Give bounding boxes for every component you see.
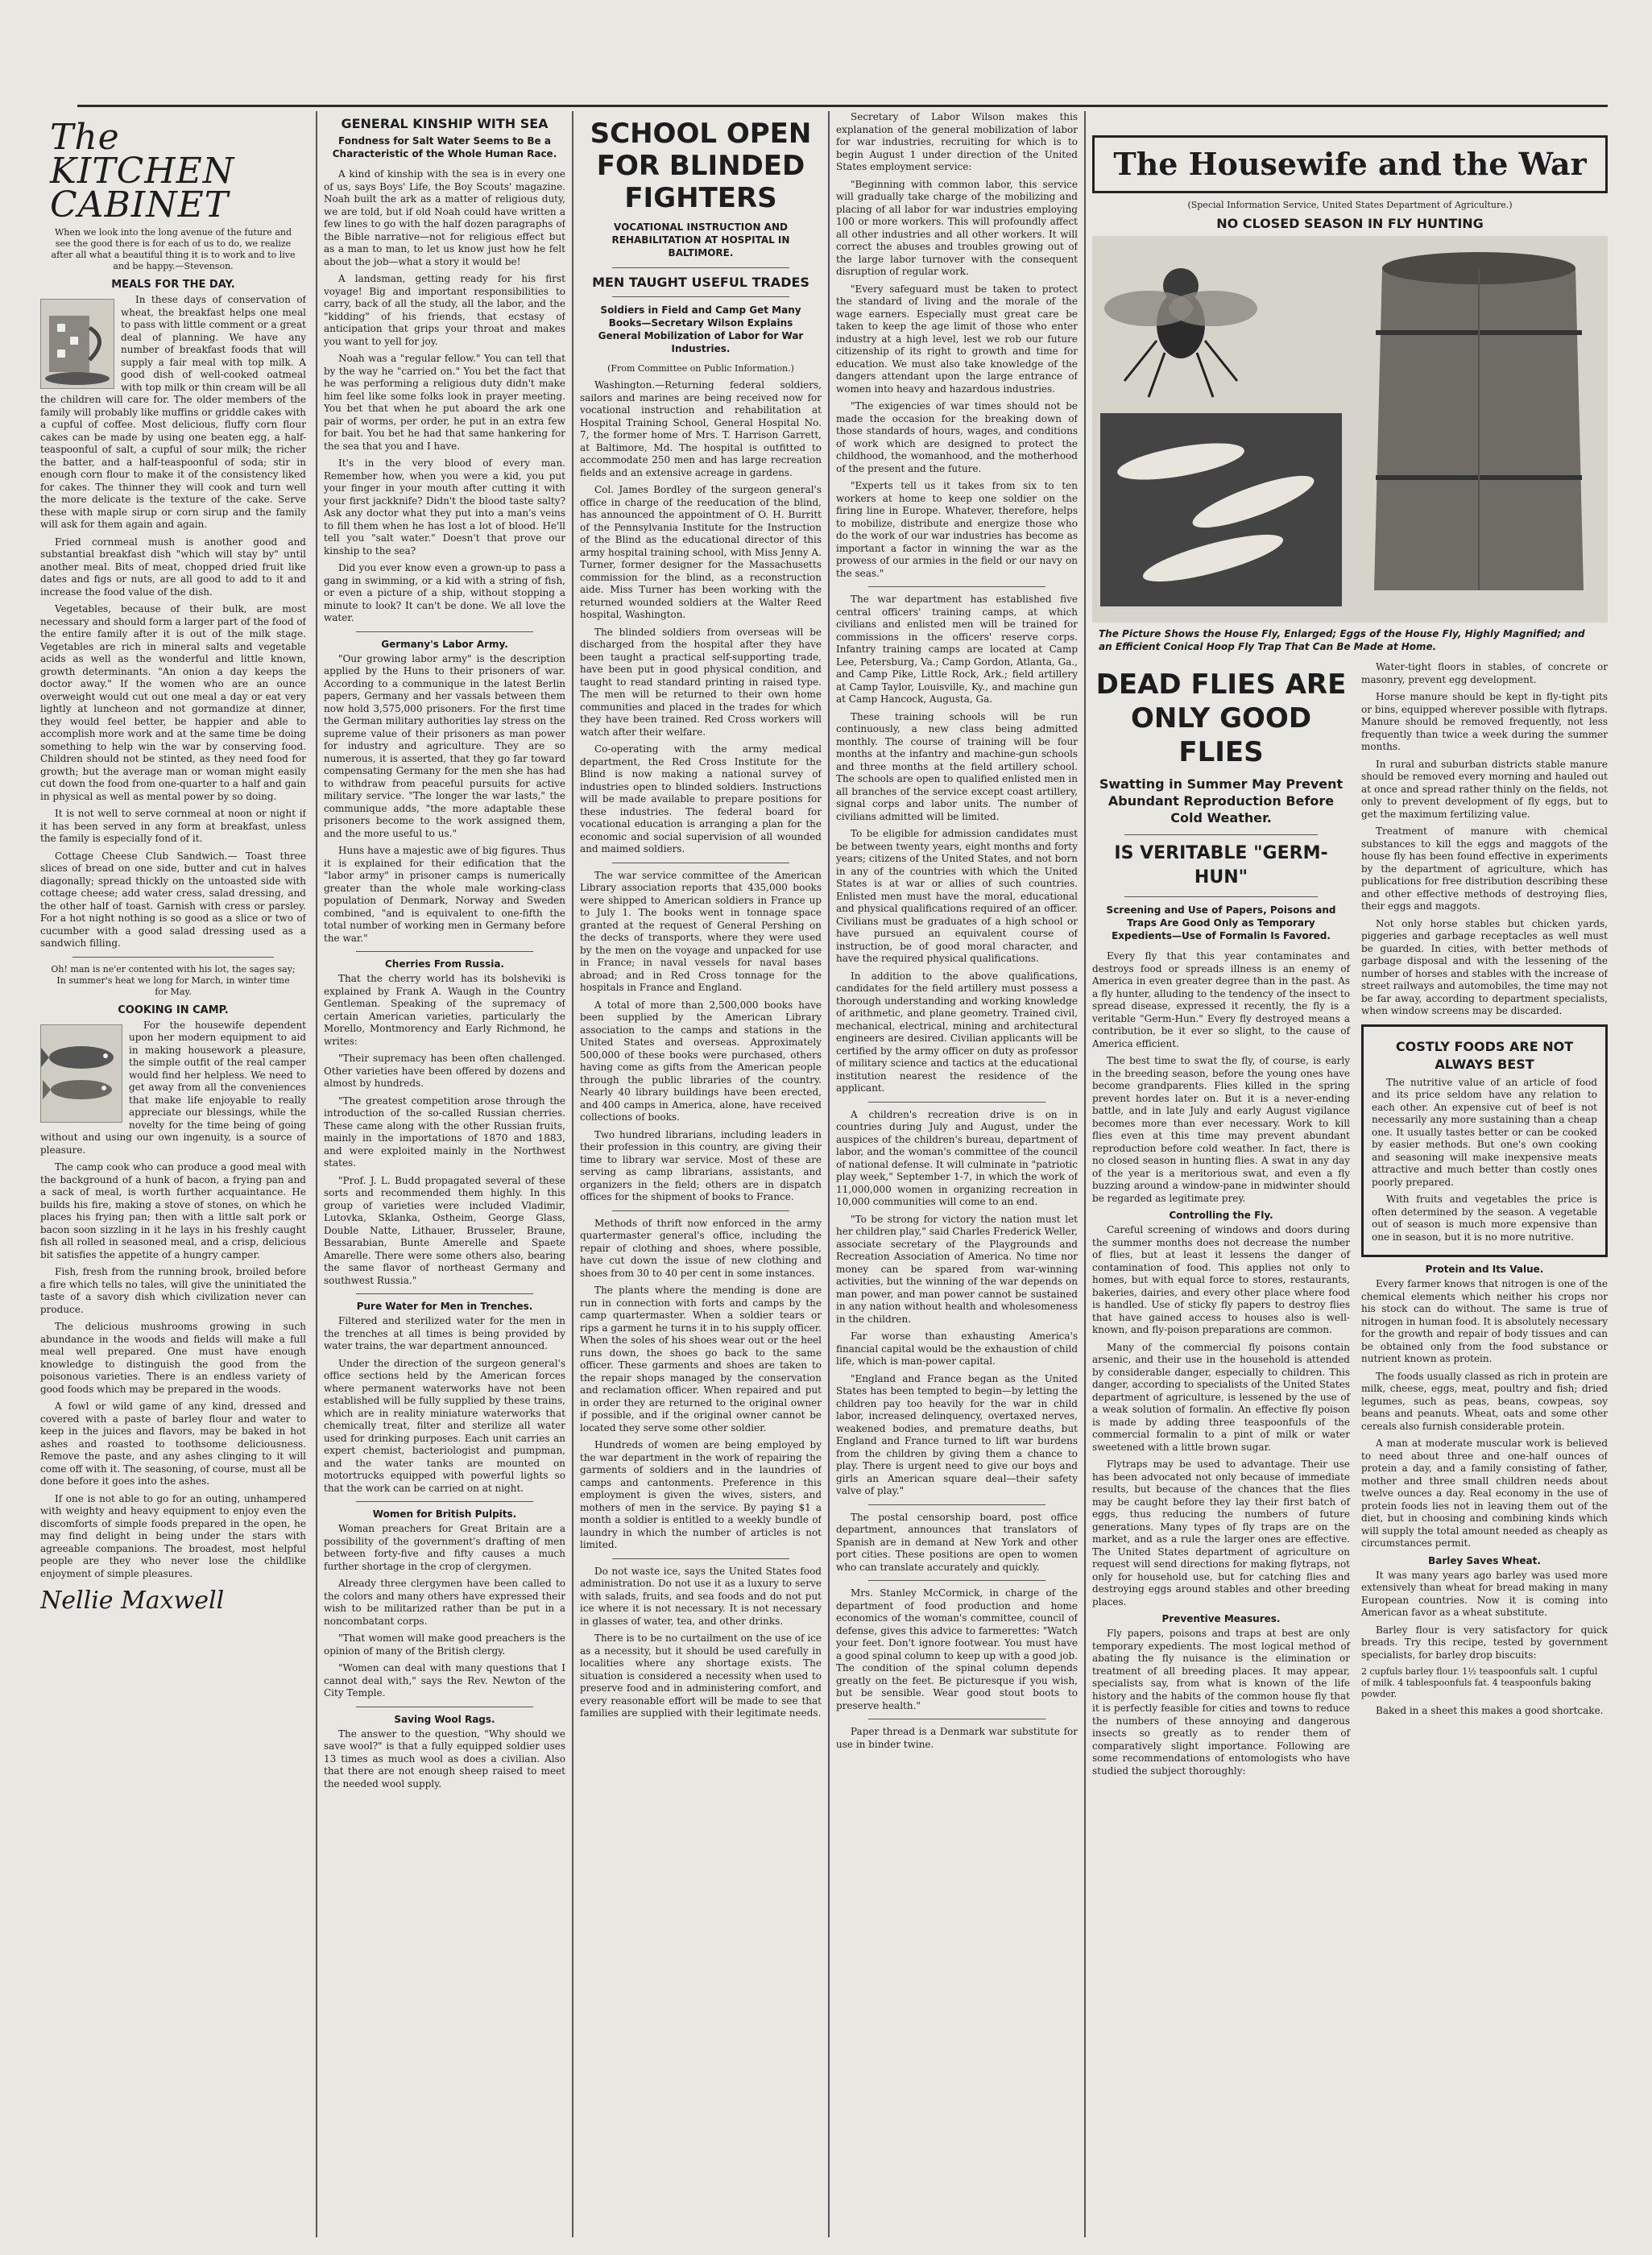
censorship-paragraph: The postal censorship board, post office department, announces that translators of Spanish are in demand at New York and other port cities. These positions are open to women who can translate accurately and quickly. <box>836 1511 1078 1573</box>
fly-caption: The Picture Shows the House Fly, Enlarged; Eggs of the House Fly, Highly Magnified; and an Efficient Conical Hoop Fly Trap That Can Be Made at Home. <box>1099 628 1585 652</box>
kinship-paragraph-1: A kind of kinship with the sea is in every one of us, says Boys' Life, the Boy Scouts' magazine. Noah built the ark as a matter of religious duty, we are told, but if old Noah could have written a few lines to go with the half dozen paragraphs of the Bible narrative—not for religious effect but as a man to man, to let us know just how he felt about the job—what a story it would be! <box>324 168 565 267</box>
cherries-paragraph-2: "Their supremacy has been often challenged. Other varieties have been offered by dozens and almost by hundreds. <box>324 1053 565 1089</box>
preventive-heading: Preventive Measures. <box>1161 1613 1281 1624</box>
labor-army-paragraph-2: Huns have a majestic awe of big figures. Thus it is explained for their edification that the "labor army" in prisoner camps is numerically greater than the whole male working-class population of Denmark, Norway and Sweden combined, "and is equivalent to one-fifth the total number of working men in Germany before the war." <box>324 845 565 944</box>
fish-illustration <box>40 1024 122 1123</box>
camps-paragraph-3: To be eligible for admission candidates must be between twenty years, eight months and forty years; citizens of the United States, and not born in any of the countries with which the United States is at war or allies of such countries. Enlisted men must have the moral, educational and physical qualifications required of an officer. Civilians must be graduates of a high school or have pursued an equivalent course of instruction, be of good moral character, and have the required physical qualifications. <box>836 828 1078 964</box>
farmerettes-paragraph: Mrs. Stanley McCormick, in charge of the department of food production and home economics of the woman's committee, council of defense, gives this advice to farmerettes: "Watch your feet. Don't ignore footwear. You must have a good spinal column to keep up with a good job. The condition of the spinal column depends greatly on the feet. Be picturesque if you wish, but be sensible. Wear good stout boots to preserve health." <box>836 1587 1078 1711</box>
closed-season-heading: NO CLOSED SEASON IN FLY HUNTING <box>1216 216 1484 231</box>
fly-paragraph-3: Careful screening of windows and doors during the summer months does not decrease the number of flies, but at least it lessens the danger of contamination of food. This applies not only to homes, but with equal force to stores, restaurants, bakeries, dairies, and every other place where food is handled. Use of sticky fly papers to destroy flies that have gained access to houses also is well-known, and fly-poison preparations are common. <box>1092 1224 1350 1335</box>
protein-paragraph-1: Every farmer knows that nitrogen is one of the chemical elements which neither his crops nor his stock can do without. The same is true of nitrogen in human food. It is absolutely necessary for the growth and repair of body tissues and can be obtained only from the food substance or nutrient known as protein. <box>1361 1278 1608 1364</box>
stevenson-epigraph: When we look into the long avenue of the future and see the good there is for each of us to do, we realize after all what a beautiful thing it is to work and to live and be happy.—Stevenson. <box>51 227 296 271</box>
separator <box>868 1102 1045 1103</box>
separator <box>356 951 533 952</box>
fly-paragraph-11: Not only horse stables but chicken yards, piggeries and garbage receptacles as well must be guarded. In cities, with better methods of garbage disposal and with the lessening of the number of horses and stables with the increase of street railways and automobiles, the time may not be far away, according to department specialists, when window screens may be discarded. <box>1361 917 1608 1016</box>
separator <box>612 267 789 268</box>
wool-rags-heading: Saving Wool Rags. <box>394 1713 495 1725</box>
fly-illustration <box>1092 236 1608 623</box>
labor-paragraph-5: "Experts tell us it takes from six to ten workers at home to keep one soldier on the firing line in Europe. Whatever, therefore, helps to mobilize, distribute and energize those who do the work of our war industries has become as important a factor in winning the war as the prowess of our armies in the field or our navy on the seas." <box>836 480 1078 579</box>
blinded-paragraph-1: Washington.—Returning federal soldiers, sailors and marines are being received now for vocational instruction and rehabilitation at Hospital Training School, General Hospital No. 7, the former home of Mrs. T. Harrison Garrett, at Baltimore, Md. The hospital is outfitted to accommodate 250 men and has large recreation fields and an extensive acreage in gardens. <box>580 379 822 478</box>
pulpits-paragraph-3: "That women will make good preachers is the opinion of many of the British clergy. <box>324 1632 565 1657</box>
recreation-paragraph-3: Far worse than exhausting America's financial capital would be the exhaustion of child life, which is man-power capital. <box>836 1330 1078 1367</box>
costly-foods-paragraph-2: With fruits and vegetables the price is often determined by the season. A vegetable out of season is much more expensive than one in season, but it is no more nutritive. <box>1372 1194 1597 1243</box>
fly-paragraph-2: The best time to swat the fly, of course, is early in the breeding season, before the young ones have become grandparents. Flies killed in the spring prevent hordes later on. But it is a never-ending battle, and in late July and early August vigilance becomes more than ever necessary. Work to kill flies even at this time may prevent abundant reproduction before cold weather. In fact, there is no closed season in hunting flies. A swat in any day of the year is a meritorious swat, and even a fly buzzing around a window-pane in midwinter should be regarded as legitimate prey. <box>1092 1055 1350 1204</box>
column-kinship-sea <box>324 111 565 2237</box>
ice-paragraph-2: There is to be no curtailment on the use of ice as a necessity, but it should be used carefully in localities where any shortage exists. The situation is considered a necessity when used to preserve food and in administering comfort, and every reasonable effort will be made to see that families are supplied with their legitimate needs. <box>580 1632 822 1719</box>
pure-water-heading: Pure Water for Men in Trenches. <box>356 1301 533 1312</box>
kinship-paragraph-4: It's in the very blood of every man. Remember how, when you were a kid, you put your finger in your mouth after cutting it with your first jackknife? Didn't the blood taste salty? Ask any doctor what they put into a man's veins to fill them when he has lost a lot of blood. He'll tell you "salt water." Doesn't that prove our kinship to the sea? <box>324 457 565 557</box>
kinship-subhead: Fondness for Salt Water Seems to Be a Characteristic of the Whole Human Race. <box>332 135 557 159</box>
column-rule <box>316 111 317 2237</box>
housewife-subcolumns <box>1092 661 1608 1782</box>
blinded-fighters-headline: SCHOOL OPEN FOR BLINDED FIGHTERS <box>590 118 812 214</box>
housewife-left-subcolumn <box>1092 661 1350 1782</box>
meals-paragraph-2: Fried cornmeal mush is another good and substantial breakfast dish "which will stay by" until another meal. Bits of meat, chopped dried fruit like dates and figs or nuts, are all good to add to it and increase the food value of the dish. <box>40 536 306 598</box>
pulpits-paragraph-2: Already three clergymen have been called to the colors and many others have expressed their wish to be militarized rather than be put in a noncombatant corps. <box>324 1578 565 1627</box>
labor-paragraph-3: "Every safeguard must be taken to protect the standard of living and the morale of the wage earners. Especially must great care be taken to keep the age limit of those who enter industry at a high level, lest we rob our future citizenship of its right to growth and time for education. We must also take knowledge of the dangers attendant upon the large entrance of women into heavy and hazardous industries. <box>836 283 1078 395</box>
separator <box>612 1558 789 1559</box>
separator <box>868 1580 1045 1581</box>
labor-army-heading: Germany's Labor Army. <box>381 638 508 650</box>
pure-water-paragraph-2: Under the direction of the surgeon general's office sections held by the American forces where permanent waterworks have not been established will be fully supplied by these trains, which are in reality miniature waterworks that chemically treat, filter and sterilize all water used for drinking purposes. Each unit carries an expert chemist, bacteriologist and pumpman, and the water tanks are mounted on motortrucks equipped with powerful lights so that the work can be carried on at night. <box>324 1357 565 1494</box>
separator <box>1124 896 1318 897</box>
kinship-paragraph-2: A landsman, getting ready for his first voyage! Big and important responsibilities to carry, back of all the study, all the labor, and the "kidding" of his friends, that ecstasy of anticipation that grips your throat and makes you want to yell for joy. <box>324 273 565 347</box>
recreation-paragraph-1: A children's recreation drive is on in countries during July and August, under the auspices of the children's bureau, department of labor, and the woman's committee of the council of national defense. It will culminate in "patriotic play week," September 1-7, in which the work of 11,000,000 women in organizing recreation in 10,000 communities will come to an end. <box>836 1108 1078 1207</box>
pulpits-paragraph-4: "Women can deal with many questions that I cannot deal with," says the Rev. Newton of the City Temple. <box>324 1662 565 1698</box>
barley-paragraph-2: Barley flour is very satisfactory for quick breads. Try this recipe, tested by government specialists, for barley drop biscuits: <box>1361 1624 1608 1661</box>
library-paragraph-2: A total of more than 2,500,000 books have been supplied by the American Library association to the camps and stations in the United States and overseas. Approximately 500,000 of these books were purchased, others having come as gifts from the American people through the public libraries of the country. Nearly 40 library buildings have been erected, and 400 camps in America, alone, have received collections of books. <box>580 999 822 1123</box>
separator <box>72 957 274 958</box>
fly-paragraph-6: Fly papers, poisons and traps at best are only temporary expedients. The most logical method of abating the fly nuisance is the elimination or treatment of all breeding places. It may appear, specialists say, from what is known of the life history and the habits of the common house fly that it is perfectly feasible for cities and towns to reduce the numbers of these annoying and dangerous insects so greatly as to render them of comparatively slight importance. Following are some recommendations of entomologists who have studied the subject thoroughly: <box>1092 1628 1350 1777</box>
kinship-heading: GENERAL KINSHIP WITH SEA <box>341 116 549 131</box>
meals-paragraph-1: In these days of conservation of wheat, the breakfast helps one meal to pass with little comment or a great deal of planning. We have any number of breakfast foods that will supply a fair meal with top milk. A good dish of well-cooked oatmeal with top milk or thin cream will be all the children will care for. The older members of the family will probably like muffins or griddle cakes with a cupful of coffee. Most delicious, fluffy corn flour cakes can be made by using one beaten egg, a half-teaspoonful of salt, a cupful of sour milk; the richer the batter, and a half-teaspoonful of soda; stir in enough corn flour to make it of the consistency liked for cakes. The thinner they will cook and turn well the more delicate is the texture of the cake. Serve these with maple sirup or corn sirup and the family will ask for them again and again. <box>40 294 306 530</box>
housewife-right-subcolumn <box>1361 661 1608 1782</box>
blinded-paragraph-4: Co-operating with the army medical department, the Red Cross Institute for the Blind is now making a national survey of industries open to blinded soldiers. Instructions will be made available to prepare positions for these industries. The federal board for vocational education is arranging a plan for the economic and social supervision of all wounded and maimed soldiers. <box>580 743 822 854</box>
labor-paragraph-4: "The exigencies of war times should not be made the occasion for the breaking down of those standards of hours, wages, and conditions of work which are designed to protect the childhood, the womanhood, and the motherhood of the present and the future. <box>836 400 1078 474</box>
column-rule <box>828 111 830 2237</box>
separator <box>1124 834 1318 835</box>
separator <box>868 1504 1045 1505</box>
separator <box>356 631 533 632</box>
verse: Oh! man is ne'er contented with his lot, the sages say; In summer's heat we long for March, in winter time for May. <box>51 963 296 997</box>
separator <box>356 1293 533 1294</box>
camp-paragraph-1: For the housewife dependent upon her modern equipment to aid in making housework a pleasure, the simple outfit of the real camper would find her helpless. We need to get away from all the conveniences that make life enjoyable to really appreciate our blessings, while the novelty for the time being of going without and using our own ingenuity, is a source of pleasure. <box>40 1019 306 1156</box>
column-housewife-war <box>1092 111 1608 2237</box>
barley-recipe: 2 cupfuls barley flour. 1½ teaspoonfuls salt. 1 cupful of milk. 4 tablespoonfuls fat. 4 teaspoonfuls baking powder. <box>1361 1666 1598 1699</box>
blinded-subhead-1: VOCATIONAL INSTRUCTION AND REHABILITATION AT HOSPITAL IN BALTIMORE. <box>611 221 790 259</box>
sandwich-paragraph: Cottage Cheese Club Sandwich.— Toast three slices of bread on one side, butter and cut in halves diagonally; spread thickly on the untoasted side with cottage cheese; add water cress, salad dressing, and the other half of toast. Garnish with cress or parsley. For a hot night nothing is so good as a slice or two of cucumber with a good salad dressing used as a sandwich filling. <box>40 850 306 949</box>
top-rule <box>77 105 1608 107</box>
column-rule <box>572 111 573 2237</box>
cherries-heading: Cherries From Russia. <box>384 958 504 970</box>
separator <box>868 586 1045 587</box>
labor-army-paragraph-1: "Our growing labor army" is the description applied by the Huns to their prisoners of war. According to a communique in the latest Berlin papers, Germany and her vassals between them now hold 3,575,000 prisoners. For the first time the German military authorities lay stress on the supreme value of their prisoners as man power for industry and agriculture. They are so numerous, it is asserted, that they go far toward compensating Germany for the men she has had to withdraw from peaceful pursuits for active military service. "The longer the war lasts," the communique adds, "the more adaptable these prisoners become to the work assigned them, and the more useful to us." <box>324 652 565 839</box>
camps-paragraph-2: These training schools will be run continuously, a new class being admitted monthly. The course of training will be four months at the infantry and machine-gun schools and three months at the field artillery school. The schools are open to qualified enlisted men in all branches of the service except coast artillery, signal corps and labor units. The number of civilians admitted will be limited. <box>836 710 1078 822</box>
signature: Nellie Maxwell <box>40 1587 225 1615</box>
cherries-paragraph-1: That the cherry world has its bolsheviki is explained by Frank A. Waugh in the Country Gentleman. Speaking of the supremacy of certain American varieties, particularly the Morello, Montmorency and Early Richmond, he writes: <box>324 973 565 1047</box>
camp-paragraph-5: A fowl or wild game of any kind, dressed and covered with a paste of barley flour and water to keep in the juices and flavors, may be baked in hot ashes and roasted to toothsome deliciousness. Remove the paste, and any ashes clinging to it will come off with it. The seasoning, of course, must all be done before it goes into the ashes. <box>40 1401 306 1487</box>
cooking-camp-heading: COOKING IN CAMP. <box>118 1003 229 1016</box>
barley-paragraph-3: Baked in a sheet this makes a good shortcake. <box>1376 1705 1604 1716</box>
camps-paragraph-4: In addition to the above qualifications, candidates for the field artillery must possess a thorough understanding and working knowledge of arithmetic, and plane geometry. Trained civil, mechanical, electrical, mining and architectural engineers are desired. Civilian applicants will be certified by the army officer on duty as professor of military science and tactics at the educational institution nearest the residence of the applicant. <box>836 970 1078 1094</box>
blinded-subhead-2: MEN TAUGHT USEFUL TRADES <box>592 275 809 290</box>
ice-paragraph-1: Do not waste ice, says the United States food administration. Do not use it as a luxury to serve with salads, fruits, and sea foods and do not put ice where it is not necessary. It is not necessary in glasses of water, tea, and other drinks. <box>580 1565 822 1627</box>
cherries-paragraph-4: "Prof. J. L. Budd propagated several of these sorts and recommended them highly. In this group of varieties were included Vladimir, Lutovka, Sklanka, Ostheim, George Glass, Double Natte, Lithauer, Brusseler, Braune, Bessarabian, Bunte Amerelle and Spaete Amarelle. There were some others also, bearing the same flavor of northeast Germany and southwest Russia." <box>324 1174 565 1286</box>
pure-water-paragraph-1: Filtered and sterilized water for the men in the trenches at all times is being provided by water trains, the war department announced. <box>324 1315 565 1351</box>
camp-paragraph-4: The delicious mushrooms growing in such abundance in the woods and fields will make a full meal well prepared. One must have enough knowledge to distinguish the good from the poisonous varieties. There is an endless variety of good foods which may be prepared in the woods. <box>40 1321 306 1395</box>
kitchen-cabinet-title: The KITCHEN CABINET <box>50 117 235 226</box>
labor-paragraph-2: "Beginning with common labor, this service will gradually take charge of the mobilizing and placing of all labor for war industries employing 100 or more workers. This will profoundly affect all other industries and all other workers. It will correct the abuses and troubles growing out of the large labor turnover with the consequent disruption of regular work. <box>836 178 1078 277</box>
library-paragraph-1: The war service committee of the American Library association reports that 435,000 books were shipped to American soldiers in France up to July 1. The books went in tonnage space granted at the request of General Pershing on the decks of transports, where they were used by the men on the voyage and unpacked for use in France; in naval vessels for naval bases abroad; and in Red Cross tonnage for the hospitals in France and England. <box>580 869 822 993</box>
camp-paragraph-6: If one is not able to go for an outing, unhampered with weighty and heavy equipment to enjoy even the discomforts of simple foods prepared in the open, he may find delight in being under the stars with agreeable companions. The broadest, most helpful people are they who never lose the childlike enjoyment of simple pleasures. <box>40 1492 306 1579</box>
protein-paragraph-3: A man at moderate muscular work is believed to need about three and one-half ounces of protein a day, and a family consisting of father, mother and three small children needs about twelve ounces a day. Real economy in the use of protein foods lies not in leaving them out of the diet, but in choosing and combining kinds which will supply the total amount needed as cheaply as circumstances permit. <box>1361 1438 1608 1549</box>
cherries-paragraph-3: "The greatest competition arose through the introduction of the so-called Russian cherries. These came along with the other Russian fruits, mainly in the importations of 1870 and 1883, and were exploited mainly in the Northwest states. <box>324 1094 565 1169</box>
costly-foods-box <box>1361 1024 1608 1258</box>
controlling-fly-heading: Controlling the Fly. <box>1169 1210 1273 1221</box>
dead-flies-headline: DEAD FLIES ARE ONLY GOOD FLIES <box>1095 668 1347 768</box>
blinded-subhead-3: Soldiers in Field and Camp Get Many Books—Secretary Wilson Explains General Mobilization of Labor for War Industries. <box>598 304 804 354</box>
thrift-paragraph-1: Methods of thrift now enforced in the army quartermaster general's office, including the repair of clothing and shoes, where possible, have cut down the issue of new clothing and shoes from 30 to 40 per cent in some instances. <box>580 1217 822 1279</box>
recreation-paragraph-4: "England and France began as the United States has been tempted to begin—by letting the children pay too heavily for the war in child labor, increased delinquency, overtaxed nerves, weakened bodies, and premature deaths, but England and France turned to lift war burdens from the children by giving them a chance to play. There is urgent need to give our boys and girls an American square deal—their safety valve of play." <box>836 1372 1078 1496</box>
column-blinded-fighters <box>580 111 822 2237</box>
germ-hun-headline: IS VERITABLE "GERM-HUN" <box>1114 843 1328 888</box>
housewife-title: The Housewife and the War <box>1113 146 1587 182</box>
separator <box>612 296 789 297</box>
library-paragraph-3: Two hundred librarians, including leaders in their profession in this country, are giving their time to library war service. Most of these are serving as camp librarians, assistants, and organizers in the field; others are in dispatch offices for the shipment of books to France. <box>580 1128 822 1202</box>
column-rule <box>1084 111 1086 2237</box>
fly-paragraph-7: Water-tight floors in stables, of concrete or masonry, prevent egg development. <box>1361 661 1608 685</box>
paper-thread-paragraph: Paper thread is a Denmark war substitute for use in binder twine. <box>836 1726 1078 1750</box>
house-fly-image <box>1104 268 1257 397</box>
barley-heading: Barley Saves Wheat. <box>1428 1554 1541 1566</box>
column-labor-mobilization <box>836 111 1078 2237</box>
column-kitchen-cabinet <box>40 111 306 2237</box>
recreation-paragraph-2: "To be strong for victory the nation must let her children play," said Charles Frederick Weller, associate secretary of the Playgrounds and Recreation Association of America. No time nor money can be spared from war-winning activities, but the winning of the war depends on man power, and man power cannot be sustained in any nation without health and wholesomeness in the children. <box>836 1213 1078 1325</box>
thrift-paragraph-3: Hundreds of women are being employed by the war department in the work of repairing the garments of soldiers and in the laundries of camps and cantonments. Preference in this employment is given the wives, sisters, and mothers of men in the service. By paying $1 a month a soldier is entitled to a weekly bundle of laundry in which the number of articles is not limited. <box>580 1439 822 1550</box>
pitcher-illustration <box>40 299 114 389</box>
committee-credit: (From Committee on Public Information.) <box>607 363 794 374</box>
labor-paragraph-1: Secretary of Labor Wilson makes this explanation of the general mobilization of labor for war industries, recruiting for which is to begin August 1 under direction of the United States employment service: <box>836 111 1078 172</box>
camps-paragraph-1: The war department has established five central officers' training camps, at which civilians and enlisted men will be trained for commissions in the officers' reserve corps. Infantry training camps are located at Camp Lee, Petersburg, Va.; Camp Gordon, Atlanta, Ga., and Camp Pike, Little Rock, Ark.; field artillery at Camp Taylor, Louisville, Ky., and machine gun at Camp Hancock, Augusta, Ga. <box>836 594 1078 705</box>
fly-paragraph-10: Treatment of manure with chemical substances to kill the eggs and maggots of the house fly has been found effective in experiments by the department of agriculture, which has publications for free distribution describing these and other effective methods of destroying flies, their eggs and maggots. <box>1361 825 1608 912</box>
barley-paragraph-1: It was many years ago barley was used more extensively than wheat for bread making in many European countries. Now it is coming into American favor as a wheat substitute. <box>1361 1569 1608 1618</box>
women-pulpits-heading: Women for British Pulpits. <box>372 1508 517 1520</box>
fly-paragraph-9: In rural and suburban districts stable manure should be removed every morning and hauled out at once and spread rather thinly on the fields, not only to prevent development of fly eggs, but to get the maximum fertilizing value. <box>1361 758 1608 820</box>
fly-paragraph-4: Many of the commercial fly poisons contain arsenic, and their use in the household is attended by considerable danger, especially to children. This danger, according to specialists of the United States department of agriculture, is lessened by the use of a weak solution of formalin. An effective fly poison is made by adding three teaspoonfuls of the commercial formalin to a pint of milk or water sweetened with a little brown sugar. <box>1092 1341 1350 1453</box>
protein-paragraph-2: The foods usually classed as rich in protein are milk, cheese, eggs, meat, poultry and fish; dried legumes, such as peas, beans, cowpeas, soy beans and peanuts. Wheat, oats and some other cereals also furnish considerable protein. <box>1361 1370 1608 1432</box>
blinded-paragraph-2: Col. James Bordley of the surgeon general's office in charge of the reeducation of the blind, has announced the appointment of O. H. Burritt of the Pennsylvania Institute for the Instruction of the Blind as the educational director of this army hospital training school, with Miss Jenny A. Turner, former designer for the Massachusetts commission for the blind, as a reconstruction aide. Miss Turner has been working with the returned wounded soldiers at the Walter Reed hospital, Washington. <box>580 484 822 620</box>
fly-trap-image <box>1374 252 1584 590</box>
service-credit: (Special Information Service, United States Department of Agriculture.) <box>1187 200 1513 210</box>
fly-paragraph-1: Every fly that this year contaminates and destroys food or spreads illness is an enemy of America in even greater degree than in the past. As a fly hunter, alluding to the tendency of the insect to spread disease, expressed it recently, the fly is a veritable "Germ-Hun." Every fly destroyed means a contribution, be it ever so slight, to the cause of America efficient. <box>1092 950 1351 1049</box>
meals-paragraph-4: It is not well to serve cornmeal at noon or night if it has been served in any form at breakfast, unless the family is especially fond of it. <box>40 808 306 844</box>
separator <box>356 1501 533 1502</box>
protein-heading: Protein and Its Value. <box>1425 1264 1544 1275</box>
meals-heading: MEALS FOR THE DAY. <box>111 279 235 291</box>
pulpits-paragraph-1: Woman preachers for Great Britain are a possibility of the government's drafting of men between forty-five and fifty causes a much further shortage in the crop of clergymen. <box>324 1523 565 1572</box>
blinded-paragraph-3: The blinded soldiers from overseas will be discharged from the hospital after they have been taught a practical self-supporting trade, have been put in good physical condition, and taught to read standard printing in raised type. The men will be returned to their own home communities and placed in the trades for which they have been trained. Red Cross workers will watch after their welfare. <box>580 626 822 738</box>
fly-eggs-image <box>1100 413 1342 606</box>
housewife-title-box <box>1092 135 1608 193</box>
meals-paragraph-3: Vegetables, because of their bulk, are most necessary and should form a larger part of the food of the entire family after it is out of the milk stage. Vegetables are rich in mineral salts and vegetable acids as well as the wonderful and little known, growth determinants. "An onion a day keeps the doctor away." If the women who are an ounce overweight would cut out one meal a day or eat very lightly at luncheon and not gormandize at dinner, they would feel better, be happier and able to accomplish more work and at the same time be doing something to help win the war by conserving food. Children should not be stinted, as they need food for growth; but the average man or woman might easily cut down the food from one-quarter to a half and gain in physical as well as mental power by so doing. <box>40 603 306 802</box>
fly-paragraph-5: Flytraps may be used to advantage. Their use has been advocated not only because of immediate results, but because of the chances that the flies may be caught before they lay their first batch of eggs, thus reducing the numbers of future generations. Many types of fly traps are on the market, and as a rule the larger ones are effective. The United States department of agriculture on request will send directions for making flytraps, not only for household use, but for catching flies and destroying eggs around stables and other breeding places. <box>1092 1459 1350 1607</box>
screening-subhead: Screening and Use of Papers, Poisons and Traps Are Good Only as Temporary Expedients—Use of Formalin Is Favored. <box>1106 904 1336 941</box>
wool-paragraph: The answer to the question, "Why should we save wool?" is that a fully equipped soldier uses 13 times as much wool as does a civilian. Also that there are not enough sheep raised to meet the needed wool supply. <box>324 1727 565 1790</box>
kinship-paragraph-3: Noah was a "regular fellow." You can tell that by the way he "carried on." You bet the fact that he was performing a religious duty didn't make him feel like some folks look in prayer meeting. You bet that when he put aboard the ark one pair of worms, per order, he put in an extra few for bait. You bet he had that same hankering for the sea that you and I have. <box>324 353 565 452</box>
swatting-subhead: Swatting in Summer May Prevent Abundant Reproduction Before Cold Weather. <box>1099 776 1344 825</box>
separator <box>612 1210 789 1211</box>
costly-foods-heading: COSTLY FOODS ARE NOT ALWAYS BEST <box>1395 1038 1574 1072</box>
kinship-paragraph-5: Did you ever know even a grown-up to pass a gang in swimming, or a kid with a string of fish, or even a picture of a ship, without stopping a minute to look? It can't be done. We all love the water. <box>324 562 565 623</box>
costly-foods-paragraph-1: The nutritive value of an article of food and its price seldom have any relation to each other. An expensive cut of beef is not necessarily any more sustaining than a cheap one. It usually tastes better or can be cooked by easier methods. But one's own cooking and seasoning will make inexpensive meats attractive and much better than costly ones poorly prepared. <box>1372 1076 1597 1188</box>
camp-paragraph-2: The camp cook who can produce a good meal with the background of a hunk of bacon, a frying pan and a sack of meal, is worth further acquaintance. He builds his fire, making a stove of stones, on which he places his frying pan; then with a little salt pork or bacon soon sizzling in it he lays in his freshly caught fish all rolled in seasoned meal, and a crisp, delicious bit satisfies the appetite of a hungry camper. <box>40 1161 306 1260</box>
camp-paragraph-3: Fish, fresh from the running brook, broiled before a fire which tells no tales, will give the uninitiated the taste of a savory dish which civilization never can produce. <box>40 1266 306 1315</box>
thrift-paragraph-2: The plants where the mending is done are run in connection with forts and camps by the camp quartermaster. When a soldier tears or rips a garment he turns it in to his supply officer. When the soles of his shoes wear out or the heel runs down, the shoes go back to the same officer. These garments and shoes are taken to the repair shops managed by the conservation and reclamation officer. When repaired and put in order they are returned to the original owner if possible, and if the original owner cannot be located they serve some other soldier. <box>580 1285 822 1434</box>
fly-paragraph-8: Horse manure should be kept in fly-tight pits or bins, equipped wherever possible with flytraps. Manure should be removed frequently, not less frequently than twice a week during the summer months. <box>1361 691 1608 752</box>
